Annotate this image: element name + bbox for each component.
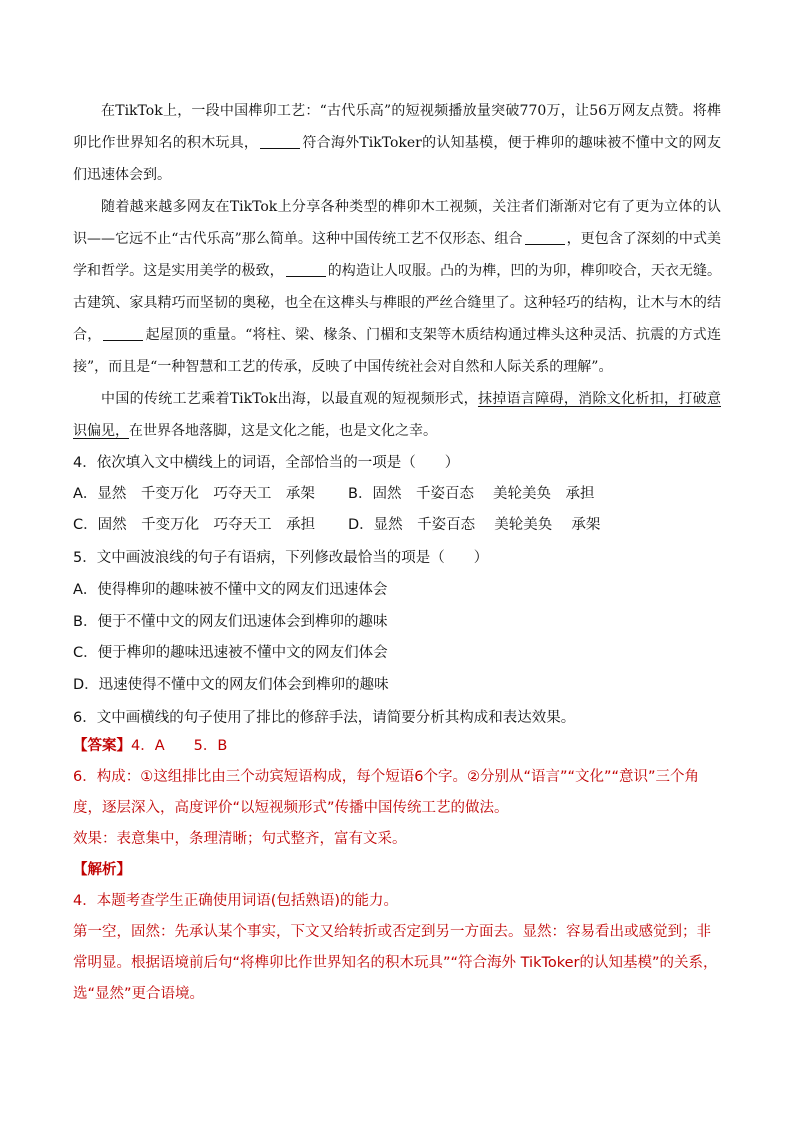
question-4-stem: 4．依次填入文中横线上的词语，全部恰当的一项是（ ）	[73, 455, 460, 471]
analysis-line-1: 4．本题考查学生正确使用词语(包括熟语)的能力。	[73, 893, 399, 909]
question-6-stem: 6．文中画横线的句子使用了排比的修辞手法，请简要分析其构成和表达效果。	[73, 710, 576, 726]
answer-label: 【答案】	[73, 738, 131, 754]
blank-3	[286, 262, 326, 277]
question-4-option-a: A．显然 千变万化 巧夺天工 承架	[73, 486, 315, 502]
answer-section	[73, 731, 723, 1010]
passage-paragraph-2: 随着越来越多网友在TikTok上分享各种类型的榫卯木工视频，关注者们渐渐对它有了更为立体的认识——它远不止“古代乐高”那么简单。这种中国传统工艺不仅形态、组合 ，更包含了深刻的中式美学和哲学。这是实用美学的极致， 的构造让人叹服。凸的为榫，凹的为卯，榫卯咬合，天衣无缝。古建筑、家具精巧而坚韧的奥秘，也全在这榫头与榫眼的严丝合缝里了。这种轻巧的结构，让木与木的结合， 起屋顶的重量。“将柱、梁、椽条、门楣和支架等木质结构通过榫头这种灵活、抗震的方式连接”，而且是“一种智慧和工艺的传承，反映了中国传统社会对自然和人际关系的理解”。	[73, 199, 722, 375]
question-5-option-a: A．使得榫卯的趣味被不懂中文的网友们迅速体会	[73, 582, 388, 598]
question-4-option-d: D．显然 千姿百态 美轮美奂 承架	[348, 517, 601, 533]
passage-paragraph-1: 在TikTok上，一段中国榫卯工艺：“古代乐高”的短视频播放量突破770万，让56万网友点赞。将榫卯比作世界知名的积木玩具， 符合海外TikToker的认知基模，便于榫卯的趣味被不懂中文的网友们迅速体会到。	[73, 103, 722, 183]
passage-paragraph-3: 中国的传统工艺乘着TikTok出海，以最直观的短视频形式，抹掉语言障碍，消除文化析扣，打破意识偏见，在世界各地落脚，这是文化之能，也是文化之幸。	[73, 391, 721, 439]
answer-line	[73, 731, 723, 762]
answer-q6-structure: 6．构成：①这组排比由三个动宾短语构成，每个短语6个字。②分别从“语言”“文化”“意识”三个角度，逐层深入，高度评价“以短视频形式”传播中国传统工艺的做法。	[73, 769, 700, 816]
question-5-option-c: C．便于榫卯的趣味迅速被不懂中文的网友们体会	[73, 645, 388, 661]
question-5-option-b: B．便于不懂中文的网友们迅速体会到榫卯的趣味	[73, 614, 388, 630]
question-5-option-d: D．迅速使得不懂中文的网友们体会到榫卯的趣味	[73, 677, 389, 693]
analysis-line-2: 第一空，固然：先承认某个事实，下文又给转折或否定到另一方面去。显然：容易看出或感觉到；非常明显。根据语境前后句“将榫卯比作世界知名的积木玩具”“符合海外 TikToker的认知基模”的关系，选“显然”更合语境。	[73, 924, 718, 1002]
blank-2	[525, 230, 565, 245]
question-5-stem: 5．文中画波浪线的句子有语病，下列修改最恰当的项是（ ）	[73, 550, 489, 566]
passage	[73, 95, 721, 447]
blank-4	[103, 326, 143, 341]
analysis-label: 【解析】	[73, 862, 131, 878]
answer-q6-effect: 效果：表意集中，条理清晰；句式整齐，富有文采。	[73, 831, 407, 847]
blank-1	[260, 134, 300, 149]
question-4-option-b: B．固然 千姿百态 美轮美奂 承担	[348, 486, 595, 502]
answer-choices: 4．A 5．B	[131, 738, 228, 754]
underlined-parallelism: 抹掉语言障碍，消除文化析扣，打破意识偏见，	[73, 391, 721, 439]
question-4-option-c: C．固然 千变万化 巧夺天工 承担	[73, 517, 316, 533]
